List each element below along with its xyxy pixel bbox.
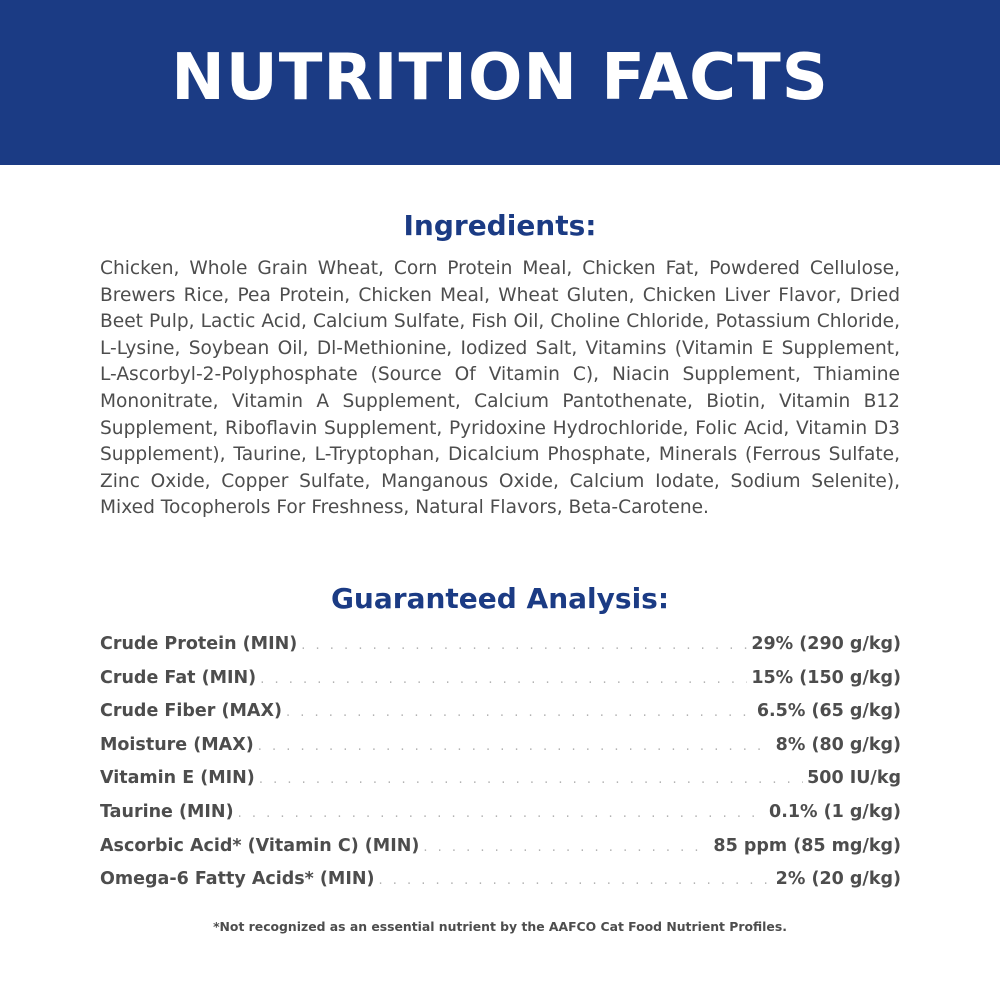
analysis-value: 8% (80 g/kg) xyxy=(775,734,901,755)
aafco-footnote: *Not recognized as an essential nutrient by the AAFCO Cat Food Nutrient Profiles. xyxy=(213,919,787,934)
guaranteed-analysis-heading: Guaranteed Analysis: xyxy=(330,582,670,615)
title-banner xyxy=(0,0,1000,165)
analysis-value: 15% (150 g/kg) xyxy=(751,667,901,688)
analysis-row-vitamin-e xyxy=(100,765,901,799)
analysis-label: Crude Protein (MIN) xyxy=(100,634,298,654)
analysis-row-crude-fiber xyxy=(100,698,901,732)
analysis-label: Omega-6 Fatty Acids* (MIN) xyxy=(100,869,375,890)
analysis-label: Crude Fat (MIN) xyxy=(100,667,257,688)
analysis-row-crude-fat xyxy=(100,665,901,699)
leader-dots xyxy=(238,801,765,821)
analysis-value: 0.1% (1 g/kg) xyxy=(769,801,901,822)
leader-dots xyxy=(260,667,747,687)
analysis-label: Vitamin E (MIN) xyxy=(100,768,255,789)
analysis-value: 6.5% (65 g/kg) xyxy=(756,701,901,722)
leader-dots xyxy=(259,767,803,787)
guaranteed-analysis-table xyxy=(100,631,901,900)
ingredients-list-text: Chicken, Whole Grain Wheat, Corn Protein Meal, Chicken Fat, Powdered Cellulose, Brewers Rice, Pea Protein, Chicken Meal, Wheat Gluten, Chicken Liver Flavor, Dried Beet Pulp, Lactic Acid, Calcium Sulfate, Fish Oil, Choline Chloride, Potassium Chloride, L-Lysine, Soybean Oil, Dl-Methionine, Iodized Salt, Vitamins (Vitamin E Supplement, L-Ascorbyl-2-Polyphosphate (Source Of Vitamin C), Niacin Supplement, Thiamine Mononitrate, Vitamin A Supplement, Calcium Pantothenate, Biotin, Vitamin B12 Supplement, Riboflavin Supplement, Pyridoxine Hydrochloride, Folic Acid, Vitamin D3 Supplement), Taurine, L-Tryptophan, Dicalcium Phosphate, Minerals (Ferrous Sulfate, Zinc Oxide, Copper Sulfate, Manganous Oxide, Calcium Iodate, Sodium Selenite), Mixed Tocopherols For Freshness, Natural Flavors, Beta-Carotene. xyxy=(100,258,900,519)
leader-dots xyxy=(301,633,747,653)
analysis-value: 85 ppm (85 mg/kg) xyxy=(713,835,901,856)
page-title: NUTRITION FACTS xyxy=(171,40,829,115)
analysis-value: 500 IU/kg xyxy=(807,768,901,789)
analysis-label: Crude Fiber (MAX) xyxy=(100,701,282,722)
ingredients-heading: Ingredients: xyxy=(403,209,597,242)
analysis-label: Ascorbic Acid* (Vitamin C) (MIN) xyxy=(100,835,420,856)
analysis-row-ascorbic-acid xyxy=(100,833,901,867)
analysis-label: Taurine (MIN) xyxy=(100,801,234,822)
leader-dots xyxy=(423,835,709,855)
analysis-row-omega-6 xyxy=(100,866,901,900)
leader-dots xyxy=(379,868,772,888)
analysis-value: 29% (290 g/kg) xyxy=(751,634,901,654)
leader-dots xyxy=(286,700,753,720)
analysis-label: Moisture (MAX) xyxy=(100,734,254,755)
analysis-value: 2% (20 g/kg) xyxy=(775,869,901,890)
analysis-row-crude-protein xyxy=(100,631,901,665)
analysis-row-moisture xyxy=(100,732,901,766)
analysis-row-taurine xyxy=(100,799,901,833)
leader-dots xyxy=(258,734,772,754)
